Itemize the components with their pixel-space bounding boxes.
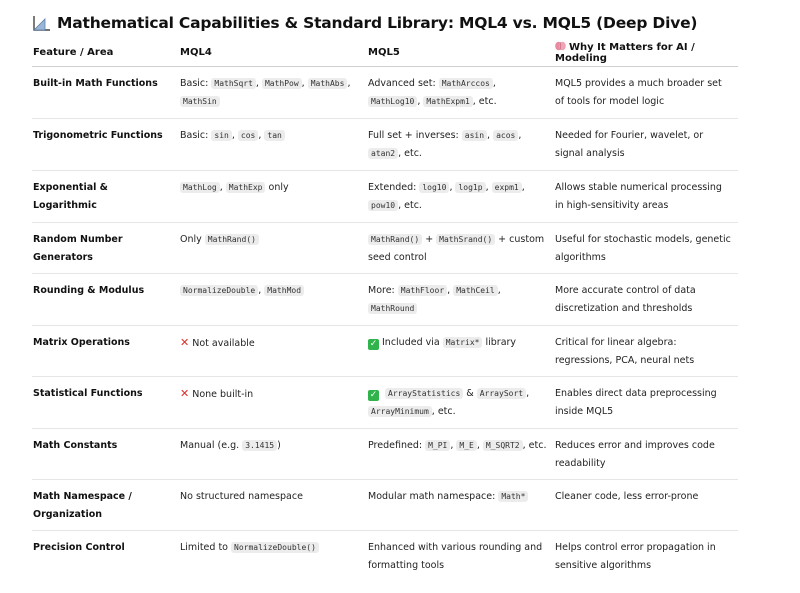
code-snippet: MathExpm1 — [423, 96, 472, 107]
why-cell: Useful for stochastic models, genetic algorithms — [554, 222, 738, 273]
why-cell: Allows stable numerical processing in high-sensitivity areas — [554, 170, 738, 222]
cell-text: , — [449, 181, 456, 193]
mql4-cell — [179, 66, 367, 118]
code-snippet: MathSqrt — [211, 78, 256, 89]
chart-axes-icon — [32, 15, 51, 32]
cell-text: , — [219, 181, 226, 193]
header-mql4: MQL4 — [179, 40, 367, 66]
code-snippet: ArrayMinimum — [368, 406, 432, 417]
cell-text: library — [482, 336, 517, 348]
feature-cell: Built-in Math Functions — [32, 66, 179, 118]
mql5-cell — [367, 479, 554, 530]
header-why-label: Why It Matters for AI / Modeling — [555, 42, 695, 65]
code-snippet: MathSin — [180, 96, 220, 107]
code-snippet: log10 — [419, 182, 449, 193]
code-snippet: MathRand() — [368, 234, 422, 245]
cell-text: , — [258, 129, 265, 141]
code-snippet: expm1 — [492, 182, 522, 193]
cell-text: , — [231, 129, 238, 141]
brain-icon — [555, 41, 566, 51]
cell-text: ) — [277, 439, 281, 451]
cell-text: Extended: — [368, 181, 420, 193]
code-snippet: sin — [211, 130, 231, 141]
cell-text: & — [463, 387, 477, 399]
code-snippet: tan — [264, 130, 284, 141]
code-snippet: atan2 — [368, 148, 398, 159]
feature-cell: Statistical Functions — [32, 376, 179, 428]
cell-text: Advanced set: — [368, 77, 439, 89]
code-snippet: asin — [462, 130, 487, 141]
mql5-cell — [367, 530, 554, 582]
cell-text: Only — [180, 233, 205, 245]
why-cell: More accurate control of data discretization and thresholds — [554, 273, 738, 325]
cell-text: Basic: — [180, 77, 212, 89]
mql4-cell — [179, 376, 367, 428]
mql4-cell — [179, 428, 367, 479]
code-snippet: MathLog10 — [368, 96, 417, 107]
mql5-cell — [367, 222, 554, 273]
cell-text: , — [526, 387, 530, 399]
table-row — [32, 118, 738, 170]
code-snippet: NormalizeDouble() — [231, 542, 319, 553]
code-snippet: MathRound — [368, 303, 417, 314]
cross-mark-icon: ✕ — [180, 386, 190, 400]
table-row — [32, 273, 738, 325]
cell-text: Modular math namespace: — [368, 490, 499, 502]
table-row — [32, 170, 738, 222]
code-snippet: ArrayStatistics — [385, 388, 463, 399]
feature-cell: Matrix Operations — [32, 325, 179, 376]
mql4-cell — [179, 222, 367, 273]
mql5-cell — [367, 428, 554, 479]
code-snippet: MathRand() — [205, 234, 259, 245]
check-mark-icon: ✓ — [369, 338, 378, 349]
cell-text: , — [476, 439, 483, 451]
why-cell: Helps control error propagation in sensitive algorithms — [555, 541, 716, 571]
table-row — [32, 428, 738, 479]
header-mql5: MQL5 — [367, 40, 554, 66]
cell-text: Enhanced with various rounding and formatting tools — [368, 541, 543, 571]
why-cell: Needed for Fourier, wavelet, or signal analysis — [554, 118, 738, 170]
feature-cell: Trigonometric Functions — [32, 118, 179, 170]
why-cell: Critical for linear algebra: regressions, PCA, neural nets — [554, 325, 738, 376]
mql4-cell — [179, 273, 367, 325]
feature-cell: Random Number Generators — [32, 222, 179, 273]
cross-mark-icon: ✕ — [180, 335, 190, 349]
code-snippet: M_E — [456, 440, 476, 451]
why-cell: MQL5 provides a much broader set of tools for model logic — [554, 66, 738, 118]
table-row — [32, 376, 738, 428]
cell-text: , — [450, 439, 457, 451]
header-feature: Feature / Area — [32, 40, 179, 66]
feature-cell: Math Namespace / Organization — [32, 479, 179, 530]
cell-text: , — [255, 77, 262, 89]
code-snippet: ArraySort — [477, 388, 526, 399]
cell-text: + — [422, 233, 437, 245]
cell-text: , — [301, 77, 308, 89]
why-cell: Enables direct data preprocessing inside MQL5 — [554, 376, 738, 428]
feature-cell: Exponential & Logarithmic — [32, 170, 179, 222]
code-snippet: MathExp — [226, 182, 266, 193]
code-snippet: pow10 — [368, 200, 398, 211]
code-snippet: MathMod — [264, 285, 304, 296]
code-snippet: log1p — [455, 182, 485, 193]
cell-text: , etc. — [398, 199, 422, 211]
code-snippet: 3.1415 — [242, 440, 277, 451]
why-cell: Reduces error and improves code readability — [554, 428, 738, 479]
code-snippet: NormalizeDouble — [180, 285, 258, 296]
cell-text: More: — [368, 284, 398, 296]
why-cell: Cleaner code, less error-prone — [554, 479, 738, 530]
cell-text: , — [447, 284, 454, 296]
code-snippet: MathFloor — [398, 285, 447, 296]
code-snippet: Math* — [498, 491, 528, 502]
mql5-cell — [367, 170, 554, 222]
mql5-cell — [367, 118, 554, 170]
table-header-row — [32, 40, 738, 66]
code-snippet: MathLog — [180, 182, 220, 193]
cell-text: , etc. — [522, 439, 547, 451]
cell-text: , — [417, 95, 424, 107]
cell-text: No structured namespace — [180, 490, 303, 502]
mql4-cell — [179, 530, 367, 582]
code-snippet: MathCeil — [453, 285, 498, 296]
table-row — [32, 479, 738, 530]
feature-cell: Math Constants — [32, 428, 179, 479]
cell-text: , — [347, 77, 351, 89]
table-row — [32, 222, 738, 273]
cell-text: , — [258, 284, 265, 296]
header-why — [554, 40, 738, 66]
cell-text: , etc. — [431, 405, 456, 417]
cell-text: None built-in — [192, 388, 254, 400]
table-row — [32, 530, 738, 582]
mql4-cell — [179, 170, 367, 222]
cell-text: , etc. — [398, 147, 422, 159]
page-title-text: Mathematical Capabilities & Standard Library: MQL4 vs. MQL5 (Deep Dive) — [57, 14, 698, 32]
table-row — [32, 66, 738, 118]
cell-text: Included via — [382, 336, 443, 348]
cell-text: , — [492, 77, 496, 89]
comparison-table — [32, 40, 738, 582]
code-snippet: MathSrand() — [436, 234, 495, 245]
mql5-cell — [367, 325, 554, 376]
cell-text: , — [487, 129, 494, 141]
code-snippet: M_PI — [425, 440, 450, 451]
code-snippet: MathArccos — [439, 78, 493, 89]
cell-text: Predefined: — [368, 439, 426, 451]
code-snippet: acos — [493, 130, 518, 141]
cell-text: Not available — [192, 337, 255, 349]
cell-text: Manual (e.g. — [180, 439, 243, 451]
table-row — [32, 325, 738, 376]
mql5-cell — [367, 376, 554, 428]
cell-text: Basic: — [180, 129, 212, 141]
feature-cell: Rounding & Modulus — [32, 273, 179, 325]
mql4-cell — [179, 479, 367, 530]
cell-text: , — [521, 181, 525, 193]
page-title — [32, 10, 697, 36]
code-snippet: Matrix* — [443, 337, 483, 348]
cell-text: , — [497, 284, 501, 296]
mql5-cell — [367, 273, 554, 325]
code-snippet: cos — [238, 130, 258, 141]
cell-text: + custom seed control — [368, 233, 545, 263]
code-snippet: MathPow — [262, 78, 302, 89]
check-mark-icon: ✓ — [369, 389, 378, 400]
cell-text: only — [265, 181, 289, 193]
mql4-cell — [179, 118, 367, 170]
cell-text: , etc. — [472, 95, 497, 107]
cell-text: , — [485, 181, 492, 193]
cell-text: , — [518, 129, 522, 141]
cell-text: Limited to — [180, 541, 232, 553]
cell-text: Full set + inverses: — [368, 129, 462, 141]
feature-cell: Precision Control — [33, 541, 125, 553]
code-snippet: MathAbs — [308, 78, 348, 89]
mql4-cell — [179, 325, 367, 376]
code-snippet: M_SQRT2 — [483, 440, 523, 451]
mql5-cell — [367, 66, 554, 118]
